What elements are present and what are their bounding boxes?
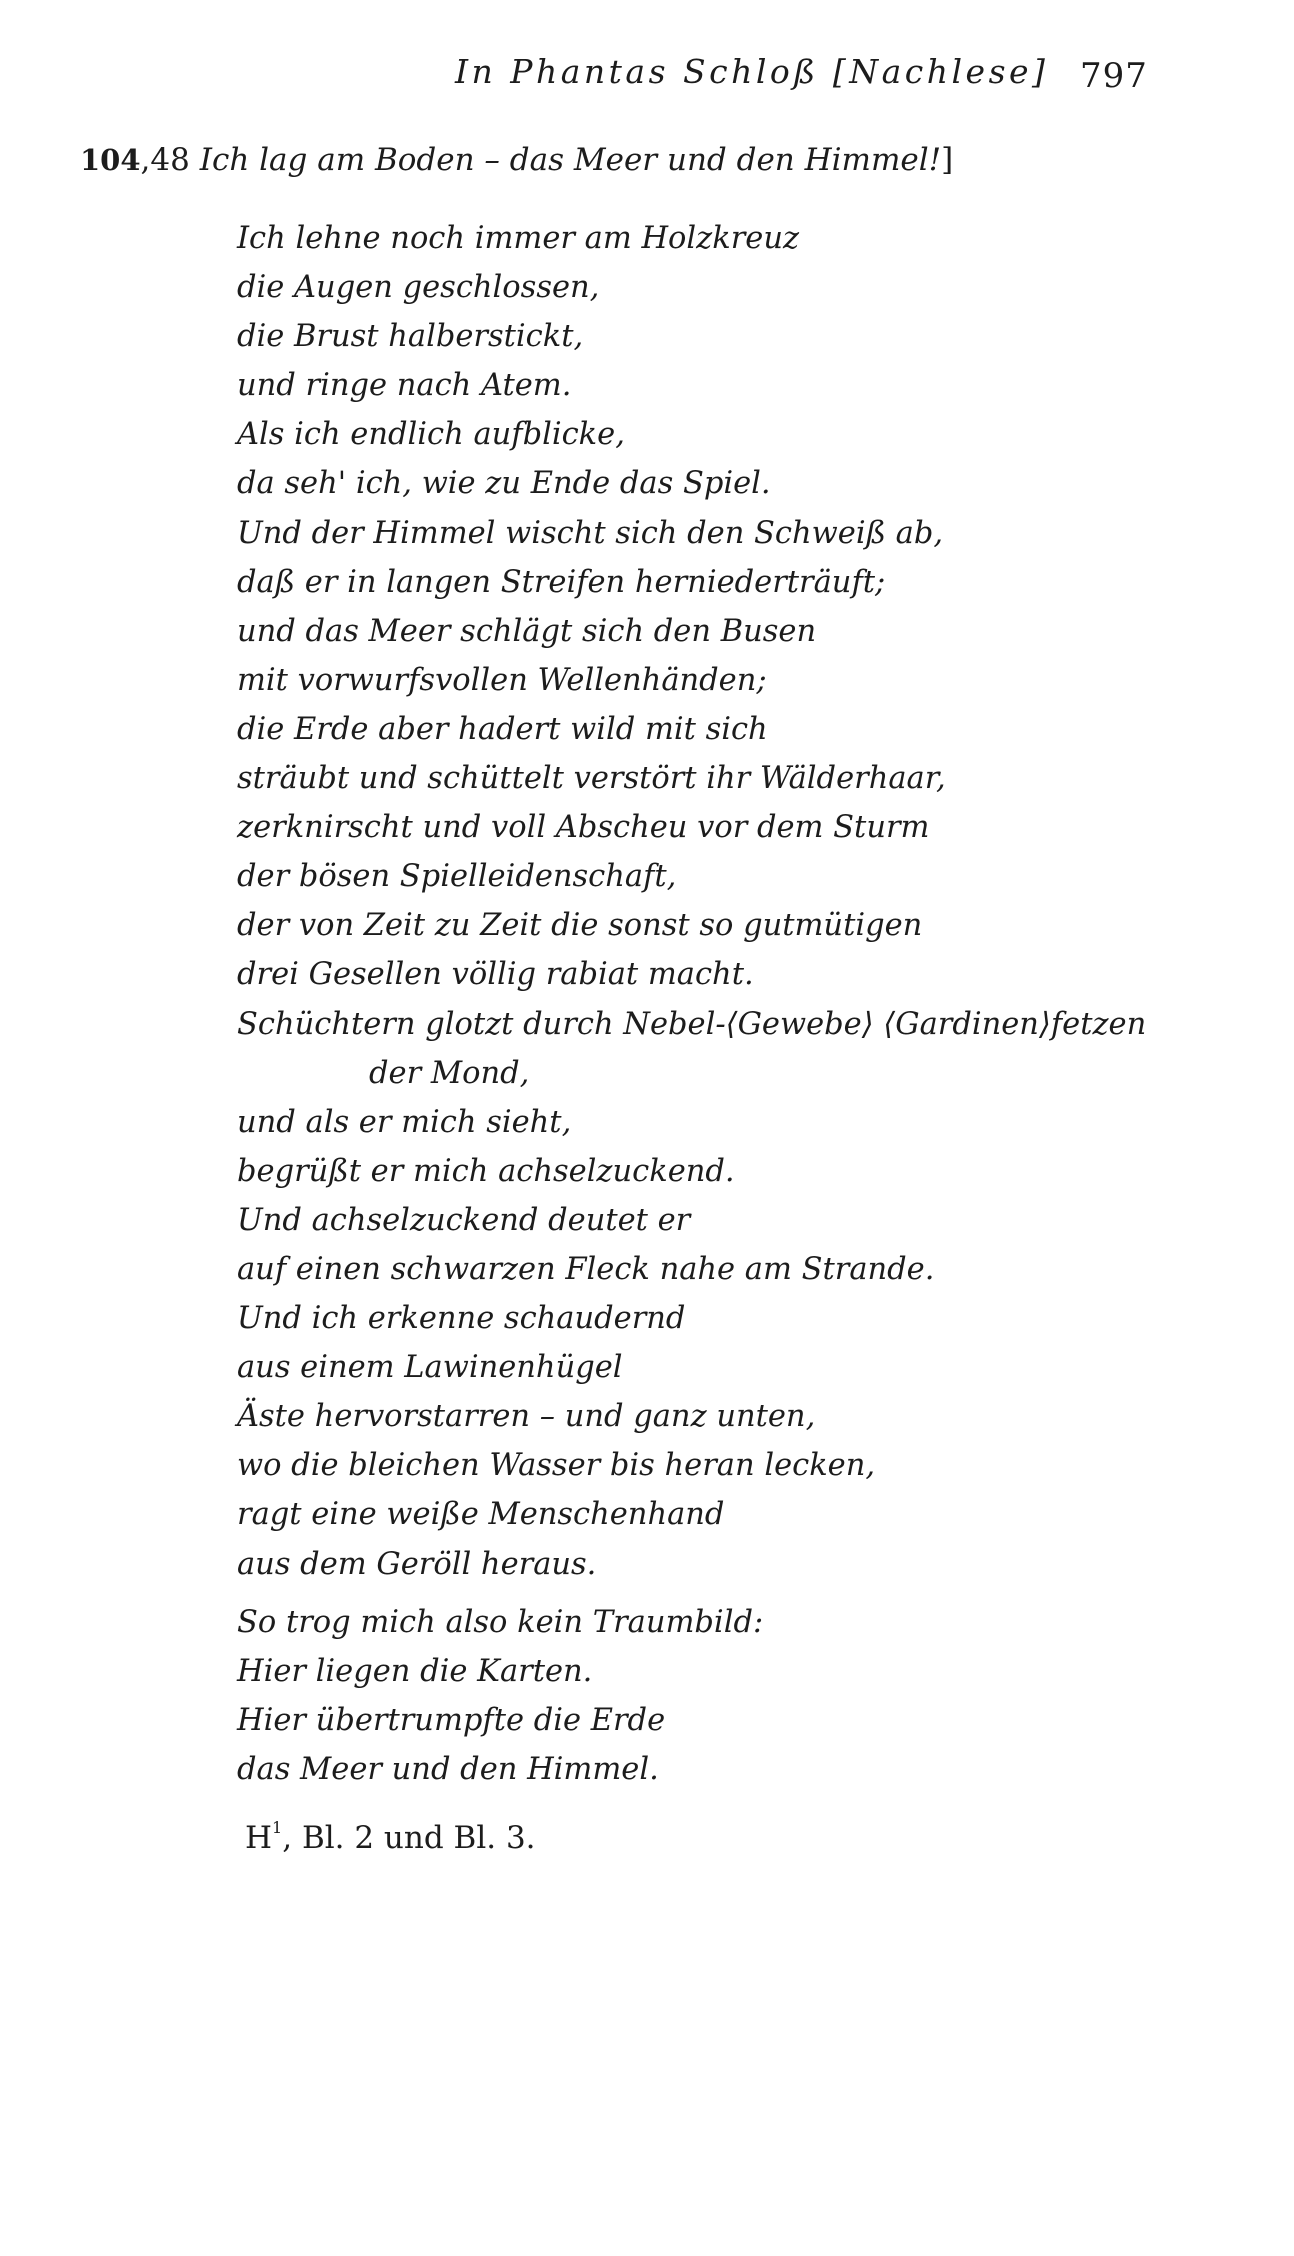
poem-line: So trog mich also kein Traumbild: [237,1605,764,1640]
poem-stanza-1 [237,214,1146,1589]
poem-line: ragt eine weiße Menschenhand [237,1497,725,1533]
poem-line: auf einen schwarzen Fleck nahe am Strande. [237,1251,935,1287]
poem-line: und als er mich sieht, [237,1104,572,1140]
poem-line: wo die bleichen Wasser bis heran lecken, [237,1448,876,1484]
source-superscript: 1 [272,1818,283,1837]
poem-line: die Augen geschlossen, [237,270,600,306]
poem-line: Äste hervorstarren – und ganz unten, [237,1399,816,1435]
poem-line: und ringe nach Atem. [237,368,572,404]
reference-bracket: ] [941,142,954,178]
poem-line: drei Gesellen völlig rabiat macht. [237,957,754,993]
poem-line: Schüchtern glotzt durch Nebel-⟨Gewebe⟩ ⟨Gardinen⟩fetzen [237,1006,1147,1042]
poem-line: aus einem Lawinenhügel [237,1350,623,1386]
reference-number: 104 [80,143,141,177]
reference-line [80,142,953,178]
poem-line: der von Zeit zu Zeit die sonst so gutmütigen [237,908,923,944]
poem-line: aus dem Geröll heraus. [237,1546,597,1582]
poem-line: da seh' ich, wie zu Ende das Spiel. [237,466,771,502]
poem-line: Und der Himmel wischt sich den Schweiß ab, [237,515,944,551]
poem-line: sträubt und schüttelt verstört ihr Wälderhaar, [237,761,946,797]
reference-lemma: Ich lag am Boden – das Meer und den Himmel! [199,142,942,178]
running-title: In Phantas Schloß [Nachlese] [455,52,1049,91]
source-note [245,1818,536,1856]
poem-line: Und achselzuckend deutet er [237,1202,691,1238]
page-number: 797 [1080,56,1148,96]
reference-line-number: ,48 [140,142,190,178]
poem-line: begrüßt er mich achselzuckend. [237,1153,735,1189]
poem-line: das Meer und den Himmel. [237,1752,659,1788]
source-folios: , Bl. 2 und Bl. 3. [282,1820,536,1856]
poem-line: Ich lehne noch immer am Holzkreuz [237,221,800,256]
poem-line: Und ich erkenne schaudernd [237,1301,686,1337]
poem-line: zerknirscht und voll Abscheu vor dem Sturm [237,810,930,846]
poem-line: der bösen Spielleidenschaft, [237,859,677,895]
poem-line: Hier übertrumpfte die Erde [237,1703,666,1739]
poem-line-continuation: der Mond, [369,1055,530,1091]
poem-line: Als ich endlich aufblicke, [237,417,625,453]
poem-line: mit vorwurfsvollen Wellenhänden; [237,662,767,698]
poem-line: die Brust halberstickt, [237,319,584,355]
poem-stanza-2 [237,1598,763,1794]
poem-line: daß er in langen Streifen herniederträuft; [237,564,886,600]
poem-line: und das Meer schlägt sich den Busen [237,613,817,649]
poem-line: die Erde aber hadert wild mit sich [237,711,768,747]
poem-line: Hier liegen die Karten. [237,1654,593,1690]
source-siglum: H [245,1820,273,1856]
